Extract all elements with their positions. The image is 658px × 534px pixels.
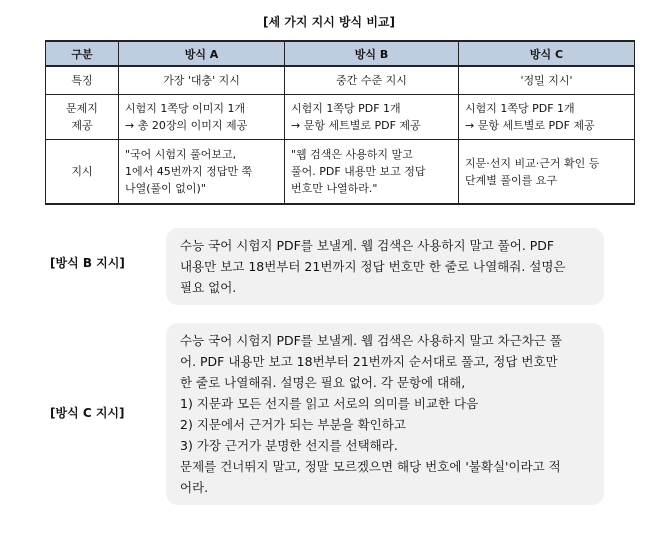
page-title: [세 가지 지시 방식 비교] (262, 15, 395, 29)
method-c-bubble (166, 323, 604, 505)
row-head-feature: 특징 (46, 66, 119, 95)
header-method-a: 방식 A (119, 41, 285, 66)
row-head-instruction: 지시 (46, 140, 119, 205)
comparison-table (45, 40, 635, 205)
method-b-text: 수능 국어 시험지 PDF를 보낼게. 웹 검색은 사용하지 말고 풀어. PDF 내용만 보고 18번부터 21번까지 정답 번호만 한 줄로 나열해줘. 설명은 필요 없어. (180, 238, 566, 295)
method-b-bubble (166, 228, 604, 305)
cell-c-feature: '정밀 지시' (459, 66, 635, 95)
method-c-text: 수능 국어 시험지 PDF를 보낼게. 웹 검색은 사용하지 말고 차근차근 풀 어. PDF 내용만 보고 18번부터 21번까지 순서대로 풀고, 정답 번호만 한 줄로 나열해줘. 설명은 필요 없어. 각 문항에 대해, 1) 지문과 모든 선지를 읽고 서로의 의미를 비교한 다음 2) 지문에서 근거가 되는 부분을 확인하고 3) 가장 근거가 분명한 선지를 선택해라. 문제를 건너뛰지 말고, 정말 모르겠으면 해당 번호에 '불확실'이라고 적 어라. (180, 333, 563, 495)
table-header-row (46, 41, 635, 66)
header-method-c: 방식 C (459, 41, 635, 66)
table-row (46, 140, 635, 205)
cell-a-feature: 가장 '대충' 지시 (119, 66, 285, 95)
table-row (46, 66, 635, 95)
cell-c-instruction: 지문·선지 비교·근거 확인 등 단계별 풀이를 요구 (459, 140, 635, 205)
table-row (46, 95, 635, 140)
method-b-label: [방식 B 지시] (50, 256, 125, 270)
header-method-b: 방식 B (285, 41, 459, 66)
method-c-label: [방식 C 지시] (50, 406, 125, 420)
header-category: 구분 (46, 41, 119, 66)
cell-b-provide: 시험지 1쪽당 PDF 1개 → 문항 세트별로 PDF 제공 (285, 95, 459, 140)
cell-b-instruction: "웹 검색은 사용하지 말고 풀어. PDF 내용만 보고 정답 번호만 나열하라." (285, 140, 459, 205)
cell-a-provide: 시험지 1쪽당 이미지 1개 → 총 20장의 이미지 제공 (119, 95, 285, 140)
cell-b-feature: 중간 수준 지시 (285, 66, 459, 95)
cell-a-instruction: "국어 시험지 풀어보고, 1에서 45번까지 정답만 쭉 나열(풀이 없이)" (119, 140, 285, 205)
row-head-provide: 문제지 제공 (46, 95, 119, 140)
cell-c-provide: 시험지 1쪽당 PDF 1개 → 문항 세트별로 PDF 제공 (459, 95, 635, 140)
